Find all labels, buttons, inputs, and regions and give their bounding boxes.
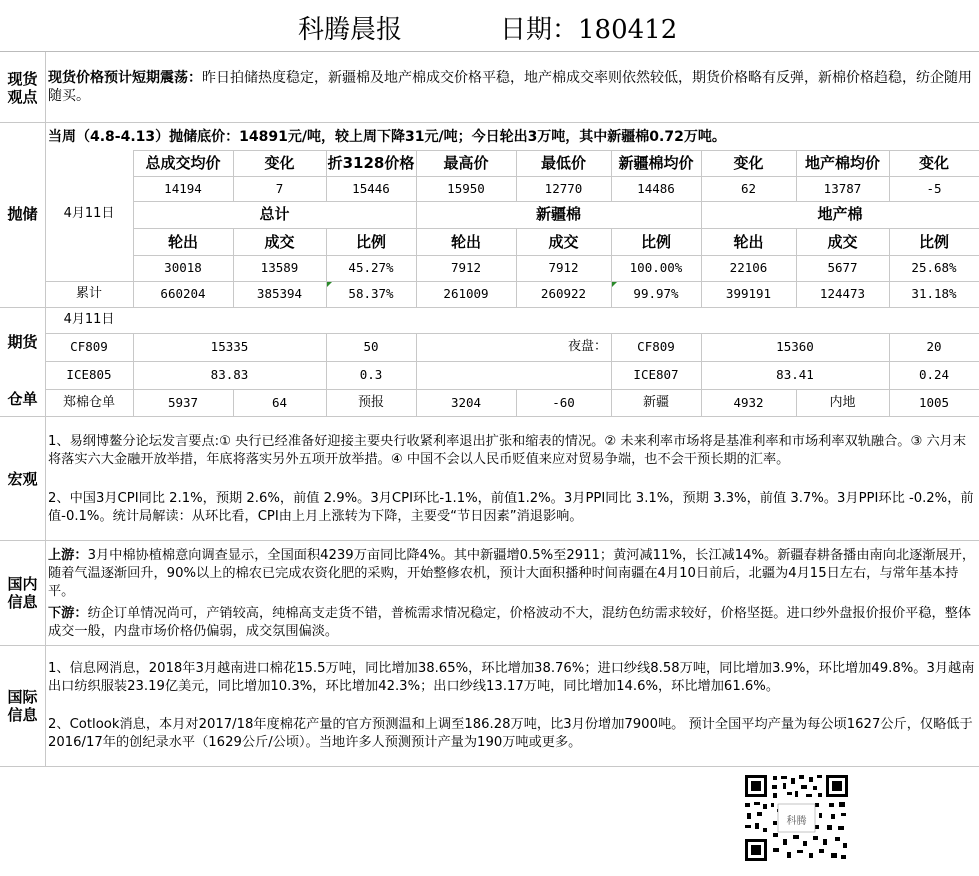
price-header: 变化 <box>733 154 764 172</box>
day-value: 7912 <box>450 260 482 275</box>
report-date: 日期：180412 <box>500 15 678 45</box>
ice2-label: ICE807 <box>633 367 679 382</box>
warehouse-change: 64 <box>271 395 288 410</box>
price-header: 地产棉均价 <box>804 154 880 172</box>
downstream-label: 下游： <box>48 606 88 621</box>
sub-header: 成交 <box>827 233 858 251</box>
price-header: 最低价 <box>540 154 586 172</box>
cf-change: 50 <box>363 339 379 354</box>
cum-value: 58.37% <box>348 286 394 301</box>
section-label-domestic: 国内信息 <box>7 575 38 611</box>
auction-date: 4月11日 <box>63 206 115 221</box>
group-header-total: 总计 <box>259 205 290 223</box>
divider <box>0 645 979 646</box>
cell-comment-marker <box>327 282 332 287</box>
sub-header: 轮出 <box>167 233 198 251</box>
day-value: 25.68% <box>911 260 957 275</box>
cum-value: 261009 <box>443 286 489 301</box>
cf-label: CF809 <box>70 339 108 354</box>
price-header: 总成交均价 <box>145 154 221 172</box>
day-value: 5677 <box>827 260 858 275</box>
intl-paragraph-2: 2、Cotlook消息，本月对2017/18年度棉花产量的官方预测温和上调至186.28万吨，比3月份增加7900吨。 预计全国平均产量为每公顷1627公斤，仅略低于2016/17年的创纪录水平（1629公斤/公顷）。当地许多人预测预计产量为190万吨或更多。 <box>48 717 973 750</box>
cum-value: 99.97% <box>633 286 679 301</box>
domestic-downstream <box>48 605 976 641</box>
cum-value: 385394 <box>256 286 303 301</box>
report-title: 科腾晨报 <box>298 15 403 45</box>
intl-paragraph-1: 1、信息网消息，2018年3月越南进口棉花15.5万吨，同比增加38.65%，环比增加38.76%；进口纱线8.58万吨，同比增加3.9%，环比增加49.8%。3月越南出口纺织服装23.19亿美元，同比增加10.3%，环比增加42.3%；出口纱线13.17万吨，同比增加14.6%，环比增加61.6%。 <box>48 661 975 694</box>
price-value: -5 <box>926 181 942 196</box>
price-value: 62 <box>740 181 757 196</box>
divider <box>0 766 979 767</box>
day-value: 45.27% <box>348 260 394 275</box>
price-value: 7 <box>275 181 284 196</box>
section-label-auction: 抛储 <box>7 205 38 223</box>
price-value: 14486 <box>637 181 675 196</box>
price-header: 新疆棉均价 <box>618 154 694 172</box>
day-value: 13589 <box>260 260 299 275</box>
cf-night-price: 15360 <box>776 339 814 354</box>
ice-change: 0.3 <box>359 367 383 382</box>
section-label-warehouse: 仓单 <box>7 390 38 408</box>
price-header: 折3128价格 <box>327 154 415 172</box>
xinjiang-label: 新疆 <box>642 395 669 410</box>
cum-value: 31.18% <box>911 286 957 301</box>
xinjiang-value: 4932 <box>733 395 764 410</box>
macro-paragraph-1: 1、易纲博鳌分论坛发言要点:① 央行已经准备好迎接主要央行收紧利率退出扩张和缩表的情况。② 未来利率市场将是基准利率和市场利率双轨融合。③ 六月末将落实六大金融开放举措，年底将落实另外五项开放举措。④ 中国不会以人民币贬值来应对贸易争端，也不会干预长期的汇率。 <box>48 434 967 467</box>
futures-date: 4月11日 <box>63 312 115 327</box>
spot-view-heading: 现货价格预计短期震荡： <box>48 70 202 86</box>
ice2-price: 83.41 <box>776 367 814 382</box>
sub-header: 比例 <box>640 233 671 251</box>
inland-value: 1005 <box>918 395 950 410</box>
cf-night-label: CF809 <box>637 339 675 354</box>
group-header-xinjiang: 新疆棉 <box>535 205 581 223</box>
spot-view-text <box>48 69 976 105</box>
qr-logo-text: 科腾 <box>786 816 807 827</box>
forecast-value: 3204 <box>450 395 482 410</box>
domestic-upstream <box>48 547 976 601</box>
upstream-label: 上游： <box>48 548 88 563</box>
divider <box>0 416 979 417</box>
cum-value: 260922 <box>540 286 587 301</box>
forecast-label: 预报 <box>357 395 384 410</box>
auction-summary: 当周（4.8-4.13）抛储底价：14891元/吨，较上周下降31元/吨；今日轮出3万吨，其中新疆棉0.72万吨。 <box>48 129 726 145</box>
section-label-spot: 现货观点 <box>7 70 38 106</box>
ice-label: ICE805 <box>66 367 112 382</box>
divider <box>0 122 979 123</box>
section-label-futures: 期货 <box>7 333 38 351</box>
cum-value: 399191 <box>725 286 772 301</box>
section-label-intl: 国际信息 <box>7 688 38 724</box>
upstream-text: 3月中棉协植棉意向调查显示，全国面积4239万亩同比降4%。其中新疆增0.5%至2911；黄河减11%，长江减14%。新疆春耕备播由南向北逐渐展开，随着气温逐渐回升，90%以上的棉农已完成农资化肥的采购，开始整修农机，预计大面积播种时间南疆在4月10日前后，北疆为4月15日左右，与常年基本持平。 <box>48 548 976 599</box>
sub-header: 轮出 <box>733 233 764 251</box>
price-value: 13787 <box>823 181 862 196</box>
ice-price: 83.83 <box>210 367 249 382</box>
price-header: 最高价 <box>443 154 489 172</box>
auction-cumulative-label: 累计 <box>75 286 102 301</box>
inland-label: 内地 <box>829 395 856 410</box>
spot-view-body: 昨日拍储热度稳定，新疆棉及地产棉成交价格平稳，地产棉成交率则依然较低，期货价格略有反弹，新棉价格趋稳，纺企随用随买。 <box>48 70 972 104</box>
forecast-change: -60 <box>552 395 575 410</box>
price-header: 变化 <box>918 154 949 172</box>
cum-value: 124473 <box>819 286 866 301</box>
downstream-text: 纺企订单情况尚可，产销较高，纯棉高支走货不错，普梳需求情况稳定，价格波动不大，混纺色纺需求较好，价格坚挺。进口纱外盘报价报价平稳，整体成交一般，内盘市场价格仍偏弱，成交氛围偏淡。 <box>48 606 972 639</box>
warehouse-value: 5937 <box>167 395 199 410</box>
divider <box>0 540 979 541</box>
sub-header: 比例 <box>918 233 949 251</box>
group-header-local: 地产棉 <box>817 205 863 223</box>
price-header: 变化 <box>264 154 295 172</box>
sub-header: 比例 <box>355 233 386 251</box>
night-session-label: 夜盘： <box>567 339 607 354</box>
day-value: 30018 <box>164 260 202 275</box>
cum-value: 660204 <box>160 286 206 301</box>
cf-price: 15335 <box>210 339 249 354</box>
day-value: 22106 <box>729 260 768 275</box>
qr-code-image <box>743 773 850 863</box>
macro-paragraph-2: 2、中国3月CPI同比 2.1%，预期 2.6%，前值 2.9%。3月CPI环比-1.1%，前值1.2%。3月PPI同比 3.1%，预期 3.3%，前值 3.7%。3月PPI环比 -0.2%，前值-0.1%。统计局解读：从环比看，CPI由上月上涨转为下降，主要受“节日因素”消退影响。 <box>48 491 974 524</box>
sub-header: 成交 <box>264 233 295 251</box>
ice2-change: 0.24 <box>918 367 950 382</box>
report-header <box>0 0 979 52</box>
day-value: 7912 <box>548 260 579 275</box>
cf-night-change: 20 <box>926 339 942 354</box>
price-value: 15446 <box>352 181 390 196</box>
price-value: 12770 <box>544 181 583 196</box>
price-value: 14194 <box>164 181 202 196</box>
sub-header: 成交 <box>548 233 579 251</box>
sub-header: 轮出 <box>450 233 481 251</box>
divider <box>0 307 979 308</box>
cell-comment-marker <box>612 282 617 287</box>
warehouse-label: 郑棉仓单 <box>62 395 115 410</box>
section-label-macro: 宏观 <box>7 470 38 488</box>
price-value: 15950 <box>447 181 485 196</box>
day-value: 100.00% <box>629 260 683 275</box>
